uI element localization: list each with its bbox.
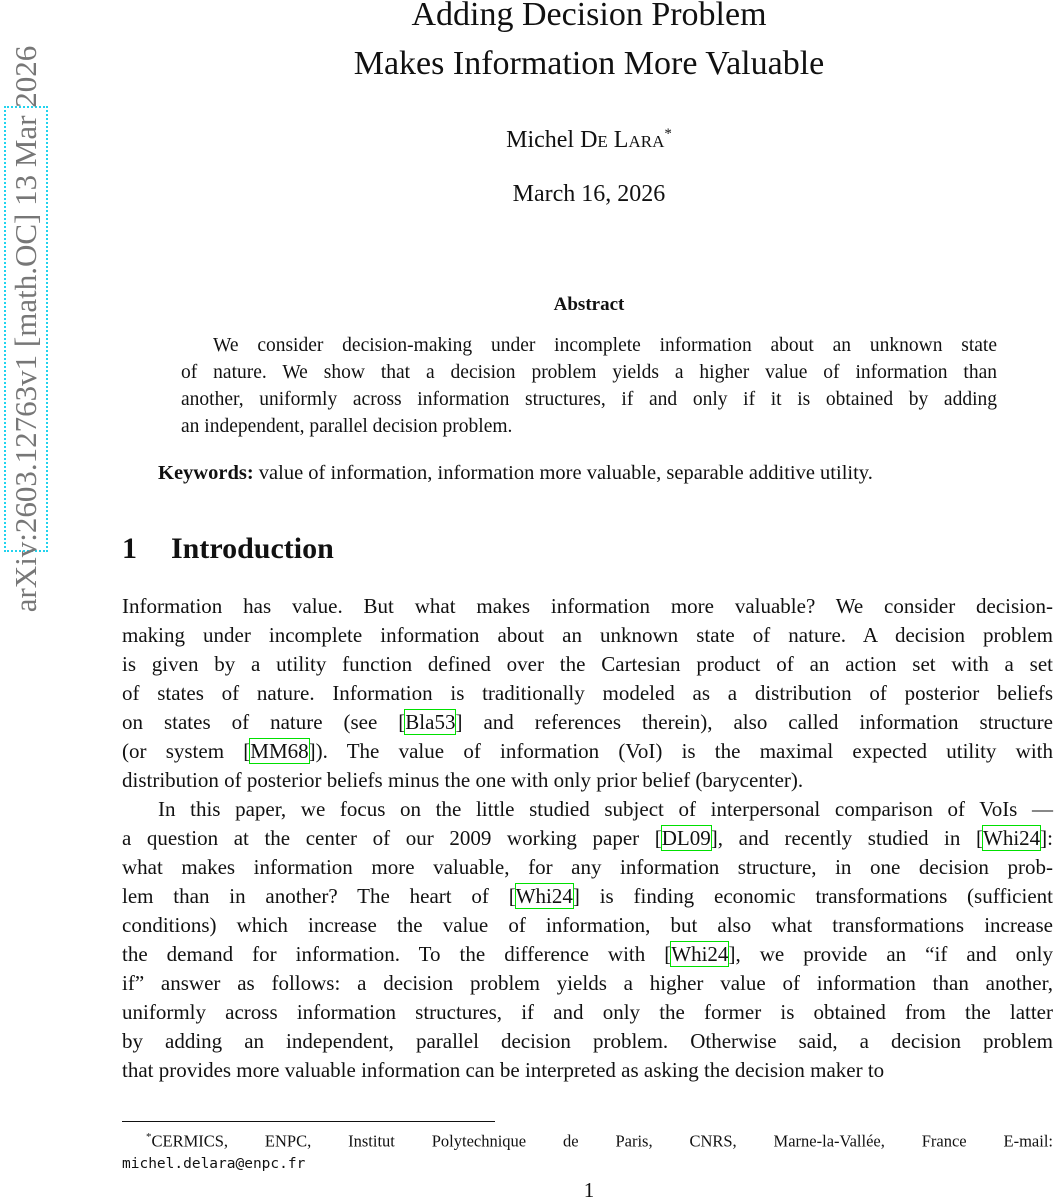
citation-link[interactable]: Whi24 — [671, 942, 729, 966]
text-line — [122, 969, 1053, 998]
citation-link[interactable]: MM68 — [250, 739, 309, 763]
abstract-heading: Abstract — [553, 294, 625, 315]
citation: [Bla53] — [398, 710, 463, 734]
arxiv-sidebar-stamp[interactable] — [4, 45, 48, 613]
text-span: (or system — [122, 739, 244, 763]
citation: [Whi24] — [976, 826, 1048, 850]
section-title: Introduction — [171, 532, 334, 565]
text-line — [122, 766, 1053, 795]
text-line — [122, 679, 1053, 708]
text-span: is given by a utility function defined over the Cartesian product of an action set with a set — [122, 652, 1053, 676]
text-line — [122, 1056, 1053, 1085]
citation: [MM68] — [243, 739, 316, 763]
footnote-email[interactable]: michel.delara@enpc.fr — [122, 1155, 306, 1172]
introduction-body — [122, 592, 1053, 1085]
citation: [Whi24] — [664, 942, 736, 966]
text-span: is finding economic transformations (sufficient — [579, 884, 1053, 908]
footnote-affiliation: CERMICS, ENPC, Institut Polytechnique de Paris, CNRS, Marne-la-Vallée, France E-mail: — [151, 1131, 1053, 1151]
text-span: another, uniformly across information structures, if and only if it is obtained by adding — [181, 389, 997, 410]
footnote-rule — [122, 1121, 495, 1122]
text-span: making under incomplete information about an unknown state of nature. A decision problem — [122, 623, 1053, 647]
text-span: , and recently studied in — [717, 826, 976, 850]
text-line — [181, 413, 997, 440]
text-span: by adding an independent, parallel decision problem. Otherwise said, a decision problem — [122, 1029, 1053, 1053]
keywords-text: value of information, information more valuable, separable additive utility. — [253, 462, 873, 484]
text-span: We consider decision-making under incomplete information about an unknown state — [213, 335, 997, 356]
text-span: what makes information more valuable, for any information structure, in one decision prob- — [122, 855, 1053, 879]
citation-link[interactable]: Whi24 — [983, 826, 1041, 850]
paragraph — [122, 592, 1053, 795]
text-span: conditions) which increase the value of information, but also what transformations increase — [122, 913, 1053, 937]
text-line — [122, 911, 1053, 940]
text-line — [122, 795, 1053, 824]
text-line — [181, 359, 997, 386]
text-span: on states of nature (see — [122, 710, 399, 734]
citation: [Whi24] — [508, 884, 580, 908]
text-span: ). The value of information (VoI) is the maximal expected utility with — [315, 739, 1053, 763]
footnote-mark: * — [146, 1131, 152, 1143]
text-line — [122, 650, 1053, 679]
text-line — [122, 882, 1053, 911]
citation: [DL09] — [654, 826, 718, 850]
text-line — [122, 621, 1053, 650]
text-line — [181, 332, 997, 359]
section-heading — [122, 532, 334, 566]
text-line — [122, 998, 1053, 1027]
text-span: lem than in another? The heart of — [122, 884, 509, 908]
text-span: that provides more valuable information can be interpreted as asking the decision maker to — [122, 1058, 885, 1082]
text-span: uniformly across information structures, if and only the former is obtained from the latter — [122, 1000, 1053, 1024]
text-span: an independent, parallel decision problem. — [181, 416, 513, 437]
section-number: 1 — [122, 532, 137, 565]
text-span: : — [1047, 826, 1053, 850]
text-line — [122, 592, 1053, 621]
page-number: 1 — [583, 1178, 595, 1200]
text-span: a question at the center of our 2009 working paper — [122, 826, 655, 850]
title-line-2: Makes Information More Valuable — [353, 45, 825, 82]
text-span: , we provide an “if and only — [735, 942, 1054, 966]
text-line — [181, 386, 997, 413]
citation-link[interactable]: Whi24 — [515, 884, 573, 908]
text-span: if” answer as follows: a decision problem yields a higher value of information than another, — [122, 971, 1053, 995]
text-span: of states of nature. Information is traditionally modeled as a distribution of posterior beliefs — [122, 681, 1053, 705]
text-line — [122, 1027, 1053, 1056]
author-footnote-mark[interactable]: * — [664, 126, 672, 142]
abstract-body — [181, 332, 997, 440]
author-last-name: De Lara — [580, 127, 665, 153]
text-span: and references therein), also called information structure — [462, 710, 1053, 734]
paragraph — [122, 795, 1053, 1085]
arxiv-identifier: arXiv:2603.12763v1 [math.OC] 13 Mar 2026 — [8, 45, 43, 613]
text-span: In this paper, we focus on the little studied subject of interpersonal comparison of VoIs — — [158, 797, 1053, 821]
text-line — [122, 824, 1053, 853]
title-line-1: Adding Decision Problem — [411, 0, 767, 33]
text-span: the demand for information. To the difference with — [122, 942, 665, 966]
keywords-label: Keywords: — [158, 462, 254, 484]
author-first-name: Michel — [506, 127, 581, 153]
text-span: of nature. We show that a decision problem yields a higher value of information than — [181, 362, 997, 383]
text-span: distribution of posterior beliefs minus the one with only prior belief (barycenter). — [122, 768, 804, 792]
author — [0, 126, 1055, 154]
text-line — [122, 737, 1053, 766]
date: March 16, 2026 — [512, 181, 666, 207]
citation-link[interactable]: DL09 — [661, 826, 711, 850]
citation-link[interactable]: Bla53 — [405, 710, 456, 734]
text-line — [122, 853, 1053, 882]
text-line — [122, 940, 1053, 969]
text-line — [122, 708, 1053, 737]
keywords — [158, 462, 873, 485]
footnote — [122, 1126, 1053, 1176]
text-span: Information has value. But what makes information more valuable? We consider decision- — [122, 594, 1053, 618]
